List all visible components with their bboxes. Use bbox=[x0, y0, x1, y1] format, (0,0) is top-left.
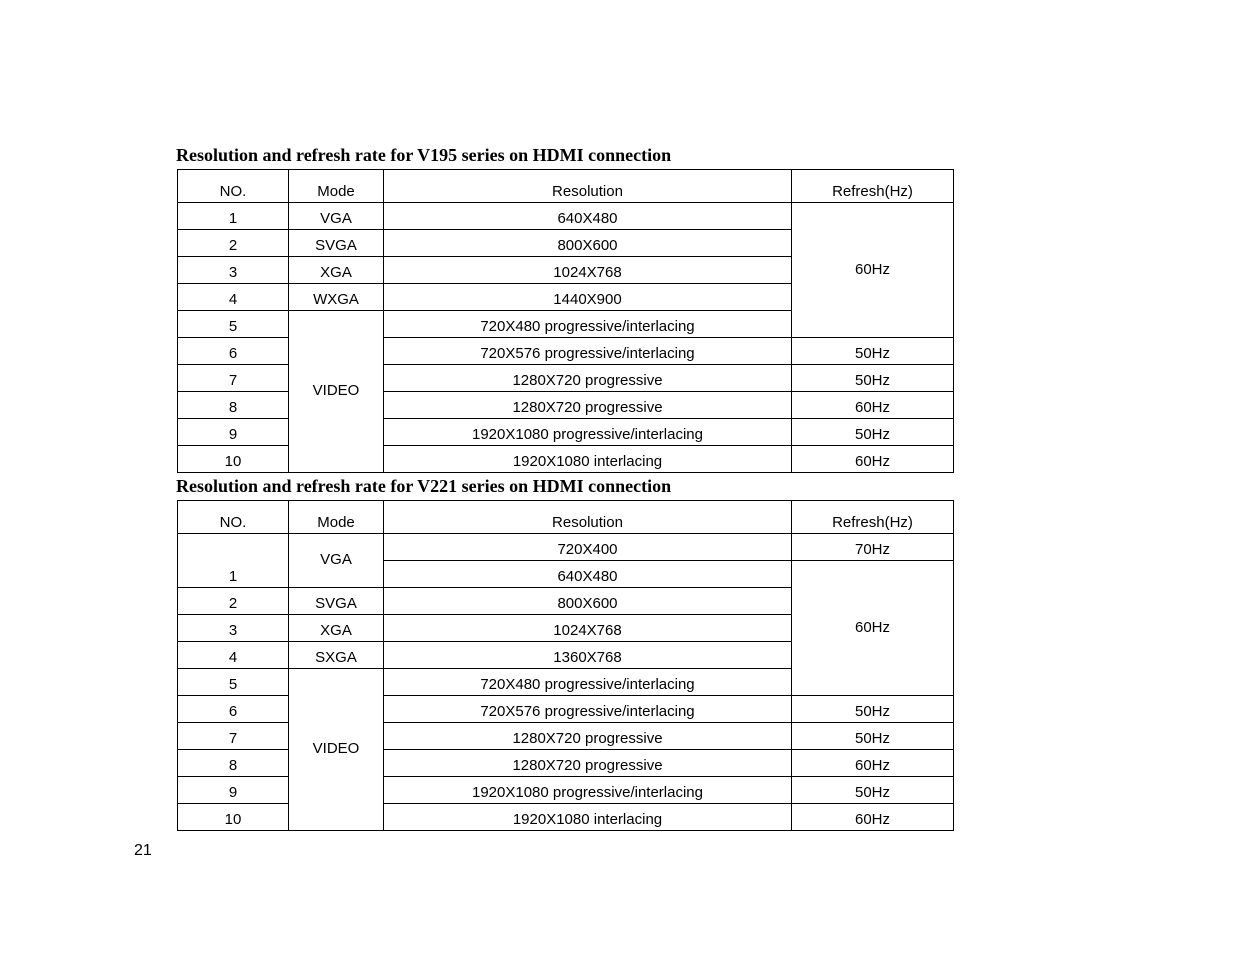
header-mode: Mode bbox=[289, 170, 384, 203]
cell-no: 2 bbox=[178, 588, 289, 615]
cell-no: 3 bbox=[178, 615, 289, 642]
v221-resolution-table bbox=[177, 500, 954, 831]
cell-refresh: 70Hz bbox=[792, 534, 954, 561]
cell-no: 2 bbox=[178, 230, 289, 257]
cell-resolution: 720X400 bbox=[384, 534, 792, 561]
cell-resolution: 1280X720 progressive bbox=[384, 392, 792, 419]
cell-resolution: 1920X1080 progressive/interlacing bbox=[384, 419, 792, 446]
cell-mode: SVGA bbox=[289, 588, 384, 615]
cell-resolution: 800X600 bbox=[384, 588, 792, 615]
cell-mode: XGA bbox=[289, 615, 384, 642]
cell-no: 5 bbox=[178, 669, 289, 696]
cell-resolution: 720X576 progressive/interlacing bbox=[384, 338, 792, 365]
cell-refresh: 60Hz bbox=[792, 392, 954, 419]
header-refresh: Refresh(Hz) bbox=[792, 501, 954, 534]
page-number: 21 bbox=[134, 842, 152, 859]
header-resolution: Resolution bbox=[384, 170, 792, 203]
cell-refresh-merged: 60Hz bbox=[792, 561, 954, 696]
cell-no: 7 bbox=[178, 365, 289, 392]
cell-resolution: 1024X768 bbox=[384, 257, 792, 284]
cell-no: 9 bbox=[178, 777, 289, 804]
cell-resolution: 1024X768 bbox=[384, 615, 792, 642]
table-header-row bbox=[178, 170, 954, 203]
cell-no: 5 bbox=[178, 311, 289, 338]
cell-refresh: 50Hz bbox=[792, 338, 954, 365]
cell-mode: XGA bbox=[289, 257, 384, 284]
cell-refresh: 50Hz bbox=[792, 365, 954, 392]
cell-resolution: 1280X720 progressive bbox=[384, 750, 792, 777]
cell-refresh: 50Hz bbox=[792, 419, 954, 446]
cell-resolution: 640X480 bbox=[384, 561, 792, 588]
cell-mode-merged: VIDEO bbox=[289, 311, 384, 473]
cell-resolution: 1440X900 bbox=[384, 284, 792, 311]
cell-mode-merged: VIDEO bbox=[289, 669, 384, 831]
cell-resolution: 720X480 progressive/interlacing bbox=[384, 669, 792, 696]
cell-resolution: 640X480 bbox=[384, 203, 792, 230]
cell-resolution: 800X600 bbox=[384, 230, 792, 257]
header-no: NO. bbox=[178, 170, 289, 203]
cell-refresh: 50Hz bbox=[792, 723, 954, 750]
cell-resolution: 720X480 progressive/interlacing bbox=[384, 311, 792, 338]
cell-no: 10 bbox=[178, 446, 289, 473]
table-row bbox=[178, 534, 954, 561]
cell-no: 10 bbox=[178, 804, 289, 831]
table-row bbox=[178, 203, 954, 230]
cell-no: 7 bbox=[178, 723, 289, 750]
table2-title: Resolution and refresh rate for V221 series on HDMI connection bbox=[176, 476, 672, 496]
cell-no: 4 bbox=[178, 284, 289, 311]
cell-no: 8 bbox=[178, 750, 289, 777]
header-resolution: Resolution bbox=[384, 501, 792, 534]
cell-mode-merged: VGA bbox=[289, 534, 384, 588]
cell-resolution: 1280X720 progressive bbox=[384, 365, 792, 392]
cell-refresh: 60Hz bbox=[792, 804, 954, 831]
cell-no: 6 bbox=[178, 338, 289, 365]
cell-refresh: 50Hz bbox=[792, 696, 954, 723]
cell-mode: VGA bbox=[289, 203, 384, 230]
cell-no: 3 bbox=[178, 257, 289, 284]
cell-no: 1 bbox=[178, 203, 289, 230]
cell-refresh: 60Hz bbox=[792, 446, 954, 473]
header-mode: Mode bbox=[289, 501, 384, 534]
header-refresh: Refresh(Hz) bbox=[792, 170, 954, 203]
cell-refresh: 60Hz bbox=[792, 750, 954, 777]
cell-no: 4 bbox=[178, 642, 289, 669]
cell-mode: WXGA bbox=[289, 284, 384, 311]
cell-resolution: 1360X768 bbox=[384, 642, 792, 669]
cell-refresh: 50Hz bbox=[792, 777, 954, 804]
cell-resolution: 720X576 progressive/interlacing bbox=[384, 696, 792, 723]
cell-no: 8 bbox=[178, 392, 289, 419]
cell-resolution: 1920X1080 interlacing bbox=[384, 446, 792, 473]
cell-resolution: 1280X720 progressive bbox=[384, 723, 792, 750]
cell-no-merged: 1 bbox=[178, 534, 289, 588]
cell-resolution: 1920X1080 interlacing bbox=[384, 804, 792, 831]
v195-resolution-table bbox=[177, 169, 954, 473]
cell-resolution: 1920X1080 progressive/interlacing bbox=[384, 777, 792, 804]
cell-no: 6 bbox=[178, 696, 289, 723]
header-no: NO. bbox=[178, 501, 289, 534]
table1-title: Resolution and refresh rate for V195 series on HDMI connection bbox=[176, 145, 672, 165]
cell-mode: SXGA bbox=[289, 642, 384, 669]
cell-no: 9 bbox=[178, 419, 289, 446]
cell-mode: SVGA bbox=[289, 230, 384, 257]
cell-refresh-merged: 60Hz bbox=[792, 203, 954, 338]
table-header-row bbox=[178, 501, 954, 534]
